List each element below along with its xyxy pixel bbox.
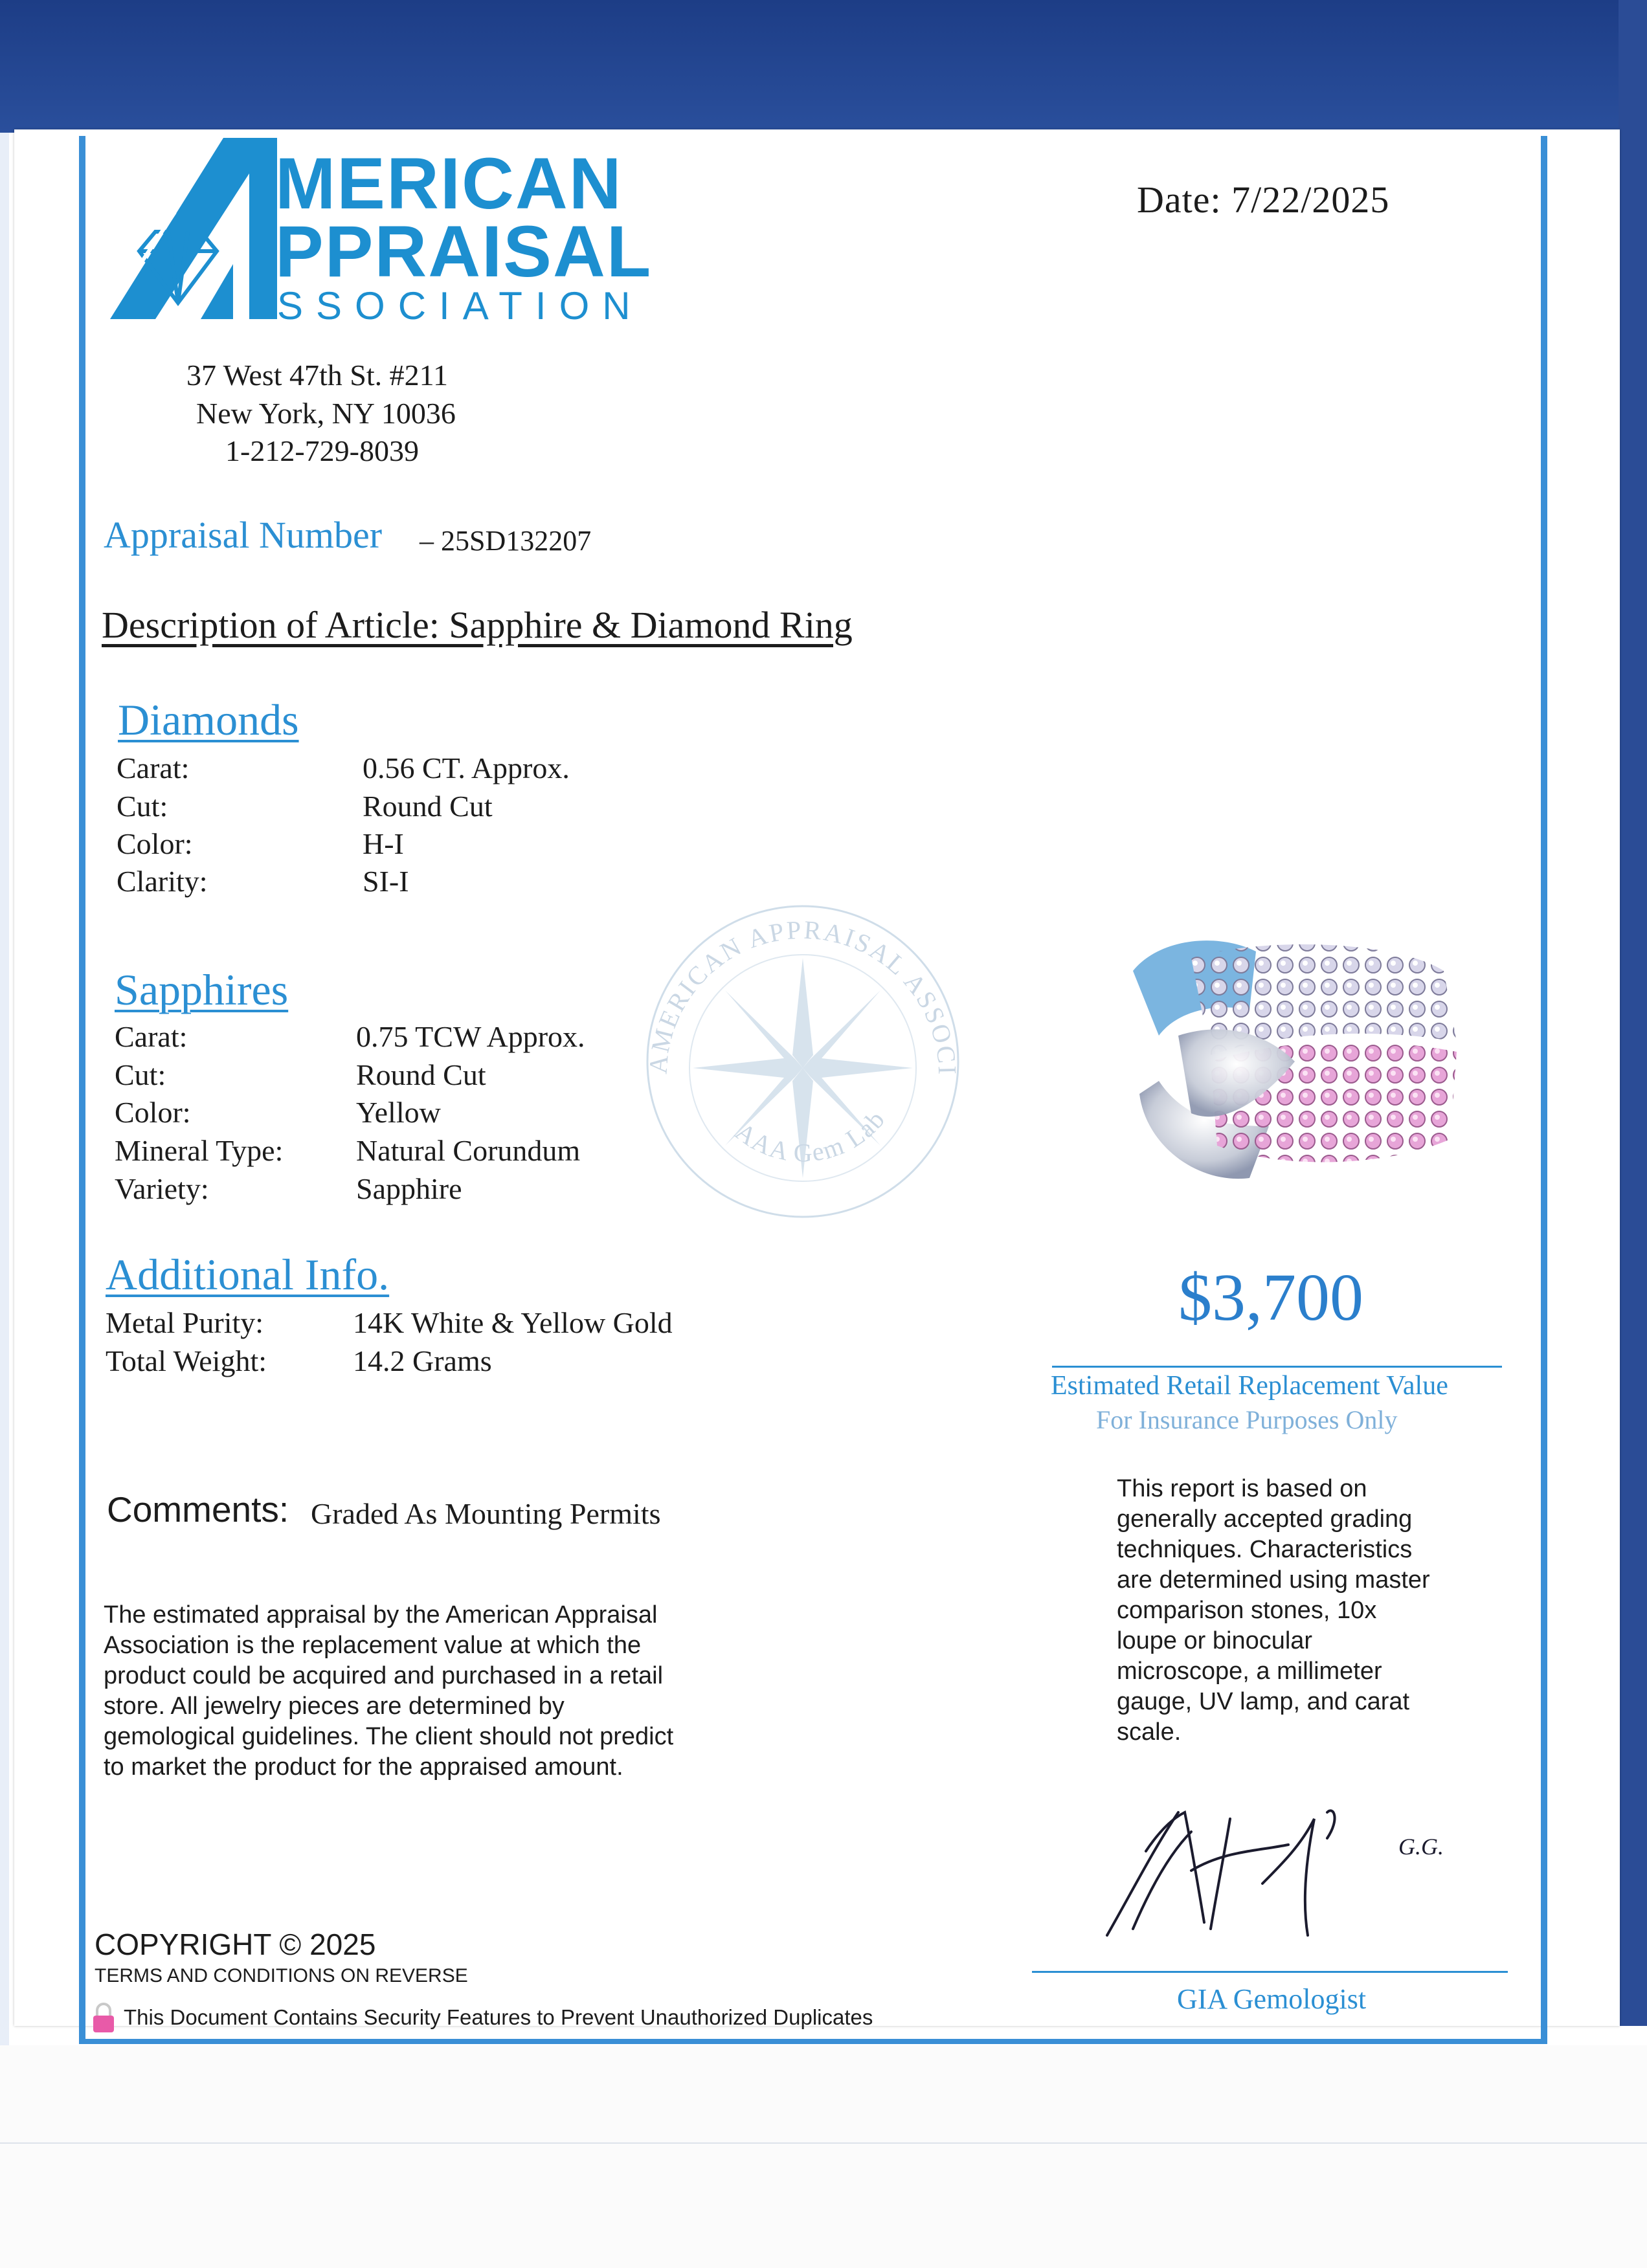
folder-left-edge	[0, 133, 9, 2062]
disclaimer-line: Association is the replacement value at which the	[104, 1632, 642, 1659]
sapphire-variety-value: Sapphire	[356, 1172, 462, 1205]
sapphire-color-value: Yellow	[356, 1096, 441, 1129]
disclaimer-line: to market the product for the appraised amount.	[104, 1753, 623, 1781]
diamond-color-value: H-I	[363, 827, 404, 860]
signature-suffix: G.G.	[1398, 1834, 1444, 1860]
diamond-clarity-value: SI-I	[363, 865, 409, 898]
diamond-cut-label: Cut:	[117, 790, 168, 823]
association-logo	[104, 135, 653, 329]
grading-line: are determined using master	[1117, 1566, 1430, 1594]
grading-line: microscope, a millimeter	[1117, 1658, 1382, 1685]
disclaimer-line: product could be acquired and purchased in a retail	[104, 1662, 664, 1689]
appraisal-number-label: Appraisal Number	[104, 514, 383, 556]
seal-star-icon	[622, 880, 984, 1243]
signature-line	[1032, 1971, 1508, 1973]
sapphire-cut-label: Cut:	[115, 1058, 166, 1091]
diamond-cut-value: Round Cut	[363, 790, 493, 823]
diamond-clarity-label: Clarity:	[117, 865, 208, 898]
appraisal-date: Date: 7/22/2025	[1137, 179, 1390, 221]
sapphire-variety-label: Variety:	[115, 1172, 209, 1205]
grading-line: This report is based on	[1117, 1475, 1367, 1502]
sapphire-mineral-value: Natural Corundum	[356, 1134, 581, 1167]
copyright-notice: COPYRIGHT © 2025	[95, 1928, 376, 1961]
grading-line: techniques. Characteristics	[1117, 1536, 1413, 1563]
logo-word-association: SSOCIATION	[277, 284, 644, 328]
appraised-value: $3,700	[1178, 1260, 1363, 1335]
disclaimer-line: store. All jewelry pieces are determined by	[104, 1693, 565, 1720]
grading-line: loupe or binocular	[1117, 1627, 1313, 1654]
security-notice: This Document Contains Security Features to Prevent Unauthorized Duplicates	[124, 2005, 873, 2029]
article-description: Description of Article: Sapphire & Diamond Ring	[102, 604, 853, 646]
grading-line: comparison stones, 10x	[1117, 1597, 1377, 1624]
diamond-color-label: Color:	[117, 827, 193, 860]
appraisal-disclaimer	[104, 1600, 738, 1783]
scan-divider	[0, 2142, 1647, 2144]
sapphire-carat-value: 0.75 TCW Approx.	[356, 1020, 585, 1053]
scan-margin	[0, 2045, 1647, 2268]
comments-label: Comments:	[107, 1489, 289, 1529]
diamonds-heading: Diamonds	[118, 695, 299, 744]
appraisal-number: – 25SD132207	[420, 525, 592, 557]
sapphire-mineral-label: Mineral Type:	[115, 1134, 284, 1167]
logo-emblem-icon	[104, 135, 298, 329]
phone-number: 1-212-729-8039	[225, 434, 419, 467]
disclaimer-line: gemological guidelines. The client should not predict	[104, 1723, 674, 1750]
address-street: 37 West 47th St. #211	[186, 359, 448, 392]
total-weight-value: 14.2 Grams	[353, 1344, 492, 1377]
grading-disclaimer	[1117, 1474, 1505, 1748]
value-sublabel: For Insurance Purposes Only	[1096, 1405, 1398, 1434]
value-label: Estimated Retail Replacement Value	[1051, 1371, 1448, 1401]
ring-photo	[1120, 932, 1483, 1191]
metal-purity-value: 14K White & Yellow Gold	[353, 1306, 673, 1339]
lock-icon	[91, 2001, 117, 2034]
sapphire-color-label: Color:	[115, 1096, 191, 1129]
metal-purity-label: Metal Purity:	[106, 1306, 264, 1339]
address-city: New York, NY 10036	[196, 397, 456, 430]
seal-arc-text: AMERICAN APPRAISAL ASSOCI	[643, 915, 963, 1077]
grading-line: scale.	[1117, 1718, 1182, 1746]
grading-line: generally accepted grading	[1117, 1506, 1413, 1533]
logo-word-american: MERICAN	[275, 143, 623, 224]
gemologist-title: GIA Gemologist	[1177, 1983, 1367, 2015]
grading-line: gauge, UV lamp, and carat	[1117, 1688, 1410, 1715]
total-weight-label: Total Weight:	[106, 1344, 267, 1377]
terms-notice: TERMS AND CONDITIONS ON REVERSE	[95, 1965, 468, 1986]
diamond-carat-value: 0.56 CT. Approx.	[363, 751, 570, 784]
folder-right-edge	[1619, 0, 1647, 2026]
value-rule	[1052, 1366, 1502, 1368]
additional-info-heading: Additional Info.	[106, 1250, 390, 1299]
gem-lab-seal	[622, 880, 984, 1243]
comments-value: Graded As Mounting Permits	[311, 1497, 661, 1530]
seal-bottom-text: AAA Gem Lab	[730, 1104, 891, 1168]
sapphire-carat-label: Carat:	[115, 1020, 188, 1053]
diamond-carat-label: Carat:	[117, 751, 190, 784]
logo-word-appraisal: PPRAISAL	[275, 211, 653, 292]
folder-top-edge	[0, 0, 1647, 133]
sapphires-heading: Sapphires	[115, 965, 289, 1014]
sapphire-cut-value: Round Cut	[356, 1058, 486, 1091]
disclaimer-line: The estimated appraisal by the American Appraisal	[104, 1601, 658, 1629]
gemologist-signature	[1094, 1793, 1483, 1955]
